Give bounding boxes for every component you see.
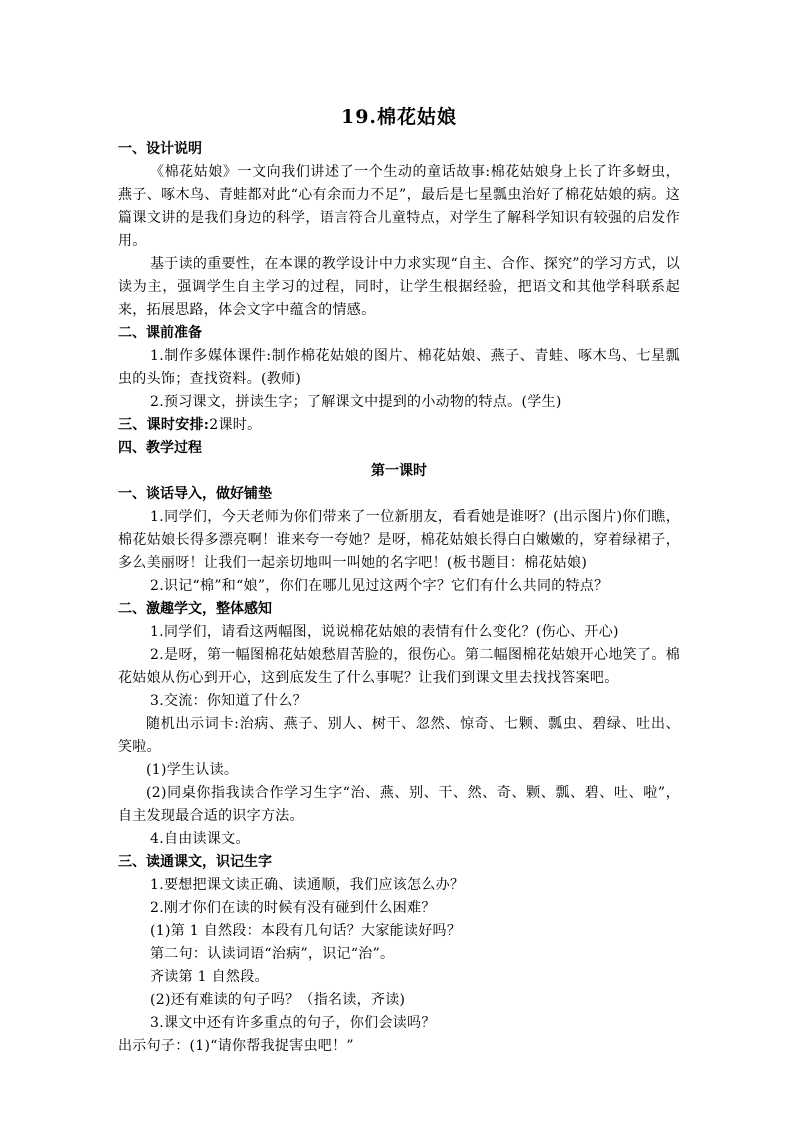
part-heading-literacy: 三、读通课文，识记生字 <box>118 854 272 870</box>
document-body <box>118 104 680 1058</box>
paragraph: 2.预习课文，拼读生字；了解课文中提到的小动物的特点。(学生) <box>150 394 562 410</box>
paragraph: (2)同桌你指我读合作学习生字“治、燕、别、干、然、奇、颗、瓢、碧、吐、啦”，自主发现最合适的识字方法。 <box>118 785 680 824</box>
section-heading-preparation: 二、课前准备 <box>118 325 202 341</box>
section-heading-design: 一、设计说明 <box>118 141 202 157</box>
paragraph: 1.制作多媒体课件:制作棉花姑娘的图片、棉花姑娘、燕子、青蛙、啄木鸟、七星瓢虫的头饰；查找资料。(教师) <box>118 348 680 387</box>
paragraph: 齐读第 1 自然段。 <box>150 969 269 985</box>
paragraph: (2)还有难读的句子吗？（指名读，齐读) <box>150 992 406 1008</box>
paragraph: (1)第 1 自然段：本段有几句话？大家能读好吗？ <box>150 923 462 939</box>
part-heading-intro: 一、谈话导入，做好铺垫 <box>118 486 272 502</box>
paragraph: 随机出示词卡:治病、燕子、别人、树干、忽然、惊奇、七颗、瓢虫、碧绿、吐出、笑啦。 <box>118 716 680 755</box>
paragraph: 第二句：认读词语“治病”，识记“治”。 <box>150 946 395 962</box>
paragraph: 2.识记“棉”和“娘”，你们在哪儿见过这两个字？它们有什么共同的特点？ <box>150 578 609 594</box>
lesson-heading: 第一课时 <box>371 463 427 479</box>
section-schedule <box>118 414 680 437</box>
section-heading-schedule: 三、课时安排: <box>118 417 210 433</box>
paragraph: 1.同学们，请看这两幅图，说说棉花姑娘的表情有什么变化？(伤心、开心) <box>150 624 619 640</box>
paragraph: (1)学生认读。 <box>146 762 239 778</box>
paragraph: 3.交流：你知道了什么？ <box>150 693 307 709</box>
paragraph: 2.是呀，第一幅图棉花姑娘愁眉苦脸的，很伤心。第二幅图棉花姑娘开心地笑了。棉花姑娘从伤心到开心，这到底发生了什么事呢？让我们到课文里去找找答案吧。 <box>118 647 680 686</box>
paragraph: 3.课文中还有许多重点的句子，你们会读吗？ <box>150 1015 436 1031</box>
paragraph: 出示句子：(1)“请你帮我捉害虫吧！” <box>118 1038 354 1054</box>
paragraph: 《棉花姑娘》一文向我们讲述了一个生动的童话故事:棉花姑娘身上长了许多蚜虫，燕子、啄木鸟、青蛙都对此“心有余而力不足”，最后是七星瓢虫治好了棉花姑娘的病。这篇课文讲的是我们身边的科学，语言符合儿童特点，对学生了解科学知识有较强的启发作用。 <box>118 164 680 249</box>
part-heading-reading: 二、激趣学文，整体感知 <box>118 601 272 617</box>
section-heading-process: 四、教学过程 <box>118 440 202 456</box>
paragraph: 4.自由读课文。 <box>150 831 250 847</box>
paragraph: 1.要想把课文读正确、读通顺，我们应该怎么办？ <box>150 877 465 893</box>
document-title: 19.棉花姑娘 <box>340 106 458 128</box>
paragraph: 2.刚才你们在读的时候有没有碰到什么困难？ <box>150 900 436 916</box>
schedule-text: 2课时。 <box>209 417 262 433</box>
paragraph: 1.同学们，今天老师为你们带来了一位新朋友，看看她是谁呀？(出示图片)你们瞧，棉花姑娘长得多漂亮啊！谁来夸一夸她？是呀，棉花姑娘长得白白嫩嫩的，穿着绿裙子，多么美丽呀！让我们一起亲切地叫一叫她的名字吧！(板书题目：棉花姑娘) <box>118 509 680 571</box>
paragraph: 基于读的重要性，在本课的教学设计中力求实现“自主、合作、探究”的学习方式，以读为主，强调学生自主学习的过程，同时，让学生根据经验，把语文和其他学科联系起来，拓展思路，体会文字中蕴含的情感。 <box>118 256 680 318</box>
